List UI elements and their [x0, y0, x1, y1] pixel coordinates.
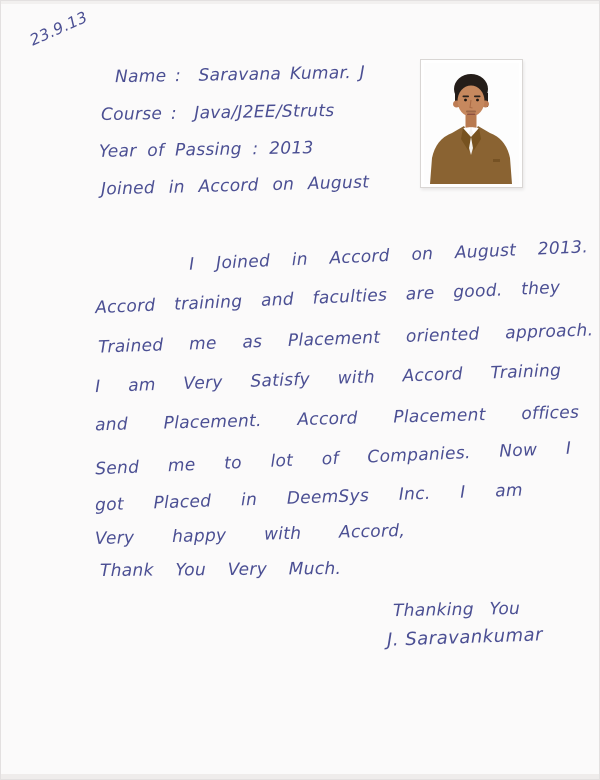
header-line-year-of-passing: Year of Passing : 2013	[98, 138, 314, 162]
body-line-5: and Placement. Accord Placement offices	[94, 402, 580, 436]
body-line-1: I Joined in Accord on August 2013.	[188, 237, 589, 275]
body-line-2: Accord training and faculties are good. they	[94, 277, 561, 319]
header-line-name: Name : Saravana Kumar. J	[114, 62, 366, 88]
portrait-photo-illustration	[424, 63, 519, 184]
body-line-9: Thank You Very Much.	[99, 558, 342, 582]
body-line-4: I am Very Satisfy with Accord Training	[94, 360, 562, 398]
body-line-6: Send me to lot of Companies. Now I	[94, 438, 572, 480]
signature: J. Saravankumar	[386, 624, 544, 651]
student-photo	[420, 59, 523, 188]
header-line-course: Course : Java/J2EE/Struts	[100, 100, 335, 126]
header-line-joined: Joined in Accord on August	[100, 172, 370, 200]
body-line-3: Trained me as Placement oriented approach.	[97, 320, 594, 358]
date-note: 23.9.13	[27, 8, 91, 50]
body-line-7: got Placed in DeemSys Inc. I am	[94, 480, 524, 516]
body-line-8: Very happy with Accord,	[94, 520, 406, 550]
closing-thanks: Thanking You	[392, 598, 521, 622]
